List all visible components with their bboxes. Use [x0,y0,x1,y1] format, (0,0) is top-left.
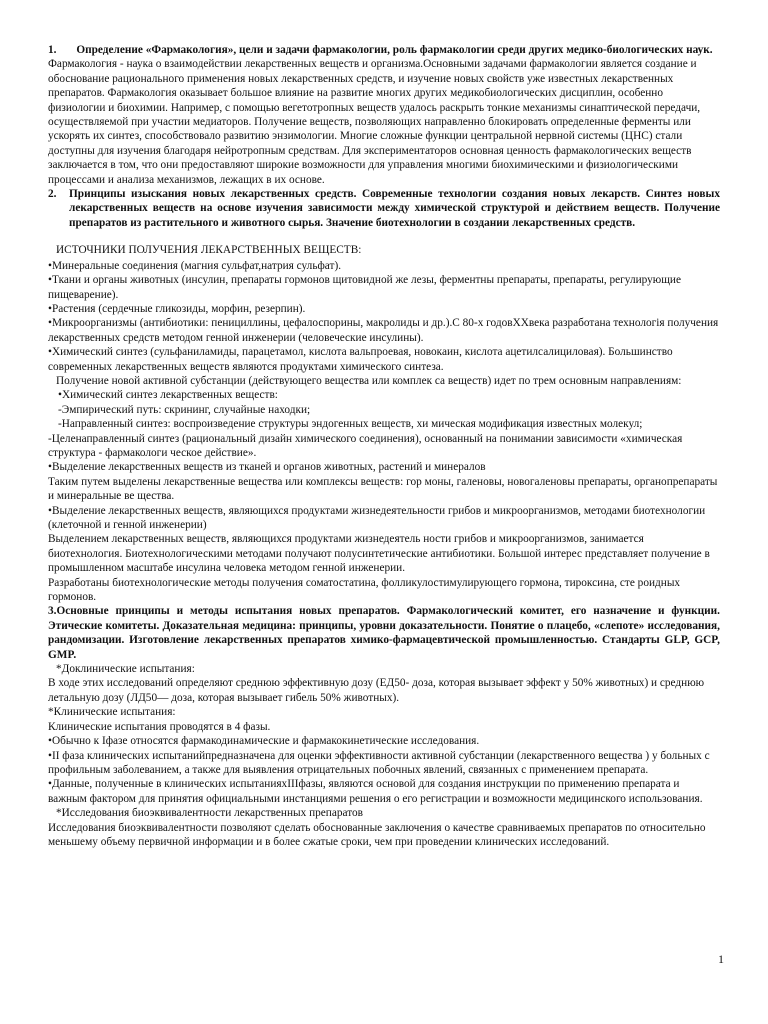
section-2-title: Принципы изыскания новых лекарственных средств. Современные технологии создания новых лекарств. Синтез новых лекарственных веществ на основе изучения зависимости между химической структурой и действием веществ. Получение препаратов из растительного и животного сырья. Значение биотехнологии в создании лекарственных средств. [69,188,720,229]
direction-chemical-synthesis: •Химический синтез лекарственных веществ: [58,389,278,402]
section-2-heading [48,187,720,230]
sources-title: ИСТОЧНИКИ ПОЛУЧЕНИЯ ЛЕКАРСТВЕННЫХ ВЕЩЕСТВ: [56,244,362,257]
section-1-heading [48,43,720,57]
section-3-heading: 3.Основные принципы и методы испытания новых препаратов. Фармакологический комитет, его назначение и функции. Этические комитеты. Доказательная медицина: принципы, уровни доказательности. Понятие о плацебо, «слепоте» исследования, рандомизации. Изготовление лекарственных препаратов химико-фармацевтической промышленностью. Стандарты GLP, GCP, GMP. [48,605,720,661]
source-bullet-minerals: •Минеральные соединения (магния сульфат,натрия сульфат). [48,259,342,272]
direction-targeted-synthesis: -Направленный синтез: воспроизведение структуры эндогенных веществ, хи мическая модификация известных молекул; [58,418,643,431]
isolation-paragraph: Таким путем выделены лекарственные вещества или комплексы веществ: гор моны, галеновы, новогаленовы препараты, органопрепараты и минеральные ве щества. [48,475,718,503]
section-2-number: 2. [48,188,57,201]
source-bullet-chemical-synthesis: •Химический синтез (сульфаниламиды, парацетамол, кислота вальпроевая, новокаин, кислота ацетилсалициловая). Большинство современных лекарственных веществ являются продуктами химического синтеза. [48,346,673,373]
direction-empirical: -Эмпирический путь: скрининг, случайные находки; [58,403,311,416]
phase-1-bullet: •Обычно к Iфазе относятся фармакодинамические и фармакокинетические исследования. [48,735,480,748]
source-bullet-microorganisms: •Микроорганизмы (антибиотики: пенициллины, цефалоспорины, макролиды и др.).С 80-х годовХХвека разработана технологія получения лекарственных средств методом генной инженерии (человеческие инсулины). [48,317,719,344]
biotech-methods-paragraph: Разработаны биотехнологические методы получения соматостатина, фолликулостимулирующего гормона, тироксина, сте роидных гормонов. [48,576,681,604]
directions-paragraph: Получение новой активной субстанции (действующего вещества или комплек са веществ) идет по трем основным направлениям: [56,374,682,387]
rational-design-paragraph: -Целенаправленный синтез (рациональный дизайн химического соединения), основанный на понимании зависимости «химическая структура - фармакологи ческое действие». [48,432,683,459]
source-bullet-plants: •Растения (сердечные гликозиды, морфин, резерпин). [48,302,306,315]
phase-2-bullet: •II фаза клинических испытанийпредназначена для оценки эффективности активной субстанции (лекарственного вещества ) у больных с профильным заболеванием, а также для выявления отрицательных побочных явлений, связанных с применением препарата. [48,749,710,776]
source-bullet-biotech: •Выделение лекарственных веществ, являющихся продуктами жизнедеятельности грибов и микроорганизмов, методами биотехнологии (клеточной и генной инженерии) [48,504,706,531]
section-1-title: Определение «Фармакология», цели и задачи фармакологии, роль фармакологии среди других медико-биологических наук. [76,44,713,56]
bioequivalence-paragraph: Исследования биоэквивалентности позволяют сделать обоснованные заключения о качестве сравниваемых препаратов по относительно меньшему объему первичной информации и в более сжатые сроки, чем при проведении клинических исследований. [48,821,706,848]
section-1-body: Фармакология - наука о взаимодействии лекарственных веществ и организма.Основными задачами фармакологии является создание и обоснование рационального применения новых лекарственных средств, и изучение новых свойств уже известных лекарственных препаратов. Фармакология оказывает большое влияние на развитие многих других медикобиологических дисциплин, особенно физиологии и биохимии. Например, с помощью вегетотропных веществ удалось раскрыть тонкие механизмы синаптической передачи, осуществляемой при участии медиаторов. Получение веществ, позволяющих направленно блокировать определенные ферменты или ускорять их синтез, способствовало развитию энзимологии. Многие сложные функции центральной нервной системы (ЦНС) стали доступны для изучения благодаря нейротропным средствам. Для экспериментаторов основная ценность фармакологических веществ заключается в том, что они предоставляют широкие возможности для управления многими биохимическими и физиологическими процессами и анализа механизмов, лежащих в их основе. [48,58,701,186]
phase-3-bullet: •Данные, полученные в клинических испытанияхIIIфазы, являются основой для создания инструкции по применению препарата и важным фактором для принятия официальными инстанциями решения о его регистрации и возможности медицинского использования. [48,778,703,805]
section-1-number: 1. [48,44,57,56]
clinical-phases-line: Клинические испытания проводятся в 4 фазы. [48,720,271,733]
preclinical-title: *Доклинические испытания: [56,663,195,676]
bioequivalence-title: *Исследования биоэквивалентности лекарственных препаратов [56,807,363,820]
biotech-paragraph: Выделением лекарственных веществ, являющихся продуктами жизнедеятель ности грибов и микроорганизмов, занимается биотехнология. Биотехнологическими методами получают полусинтетические антибиотики. Большой интерес представляет получение в промышленном масштабе инсулина человека методом генной инженерии. [48,533,710,575]
source-bullet-animal-tissues: •Ткани и органы животных (инсулин, препараты гормонов щитовидной же лезы, ферментны препараты, препараты, регулирующие пищеварение). [48,274,681,301]
clinical-title: *Клинические испытания: [48,706,176,719]
preclinical-paragraph: В ходе этих исследований определяют среднюю эффективную дозу (ЕД50- доза, которая вызывает эффект у 50% животных) и среднюю летальную дозу (ЛД50— доза, которая вызывает гибель 50% животных). [48,677,705,704]
document-body [48,43,720,849]
source-bullet-isolation: •Выделение лекарственных веществ из тканей и органов животных, растений и минералов [48,461,486,474]
page-number: 1 [718,952,724,966]
